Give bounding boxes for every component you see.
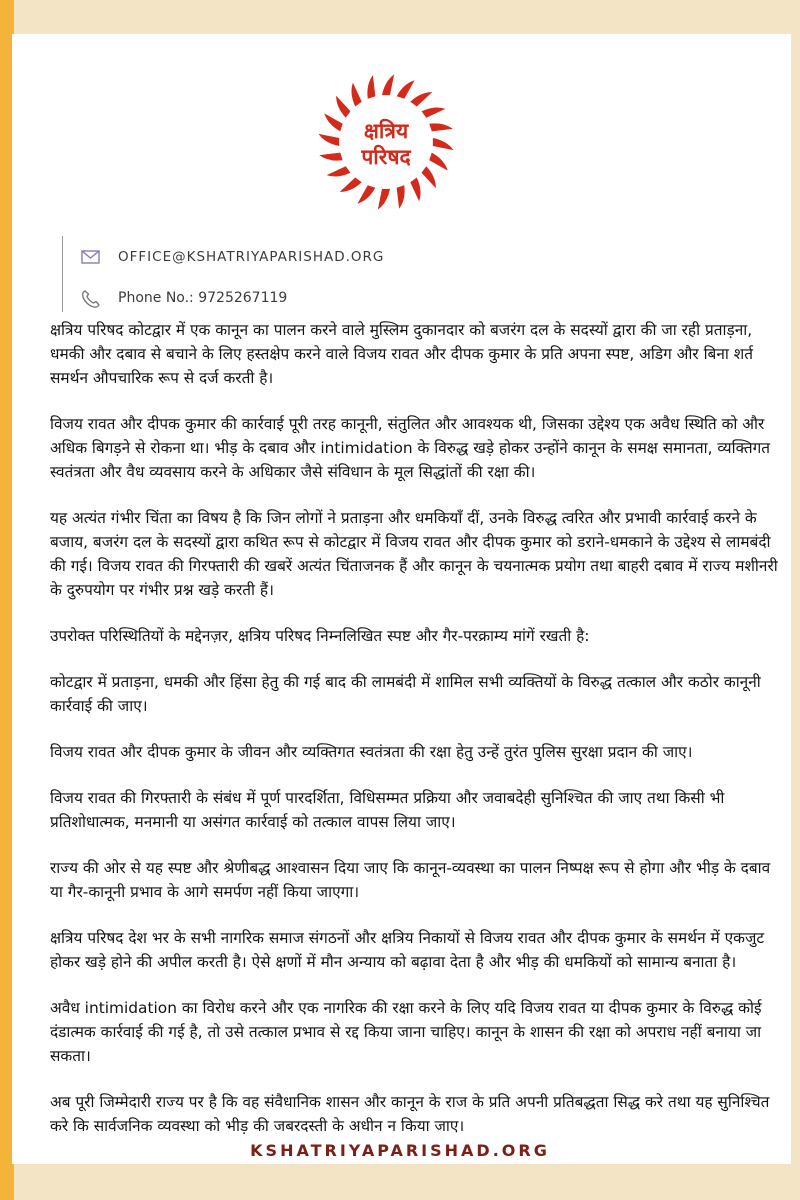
logo-text-line1: क्षत्रिय: [363, 119, 409, 143]
phone-label: Phone No.:: [118, 290, 194, 306]
paragraph: क्षत्रिय परिषद देश भर के सभी नागरिक समाज संगठनों और क्षत्रिय निकायों से विजय रावत और दीपक कुमार के समर्थन में एकजुट होकर खड़े होने की अपील करती है। ऐसे क्षणों में मौन अन्याय को बढ़ावा देता है और भीड़ की धमकियों को सामान्य बनाता है।: [50, 929, 765, 971]
sun-ray: [433, 138, 454, 150]
paragraph: अब पूरी जिम्मेदारी राज्य पर है कि वह संवैधानिक शासन और कानून के राज के प्रति अपनी प्रतिबद्धता सिद्ध करे तथा यह सुनिश्चित करे कि सार्वजनिक व्यवस्था को भीड़ की जबरदस्ती के अधीन न किया जाए।: [50, 1093, 770, 1135]
phone-number[interactable]: 9725267119: [198, 290, 288, 306]
demand-paragraph: विजय रावत और दीपक कुमार के जीवन और व्यक्तिगत स्वतंत्रता की रक्षा हेतु उन्हें तुरंत पुलिस सुरक्षा प्रदान की जाए।: [50, 743, 693, 761]
sun-ray: [382, 74, 394, 95]
sun-ray: [429, 123, 452, 131]
sun-ray: [367, 75, 375, 98]
sun-ray: [357, 185, 375, 203]
email-address[interactable]: OFFICE@KSHATRIYAPARISHAD.ORG: [118, 249, 385, 265]
demand-paragraph: कोटद्वार में प्रताड़ना, धमकी और हिंसा हेतु की गई बाद की लामबंदी में शामिल सभी व्यक्तियों के विरुद्ध तत्काल और कठोर कानूनी कार्रवाई की जाए।: [50, 673, 761, 715]
sun-ray: [422, 166, 436, 188]
email-row[interactable]: [80, 248, 384, 266]
letter-body: [50, 318, 785, 1160]
sun-ray: [318, 134, 339, 146]
sun-ray: [324, 113, 342, 131]
kshatriya-parishad-logo: [316, 72, 456, 212]
sun-ray: [336, 96, 350, 118]
sun-ray: [319, 153, 342, 161]
footer-website-link[interactable]: KSHATRIYAPARISHAD.ORG: [250, 1141, 550, 1160]
sun-ray: [397, 80, 415, 98]
paragraph: विजय रावत और दीपक कुमार की कार्रवाई पूरी तरह कानूनी, संतुलित और आवश्यक थी, जिसका उद्देश्य एक अवैध स्थिति को और अधिक बिगड़ने से रोकना था। भीड़ के दबाव और intimidation के विरुद्ध खड़े होकर उन्होंने कानून के समक्ष समानता, व्यक्तिगत स्वतंत्रता और वैध व्यवसाय करने के अधिकार जैसे संविधान के मूल सिद्धांतों की रक्षा की।: [50, 415, 771, 481]
sun-ray: [378, 189, 390, 210]
demand-paragraph: राज्य की ओर से यह स्पष्ट और श्रेणीबद्ध आश्वासन दिया जाए कि कानून-व्यवस्था का पालन निष्पक्ष रूप से होगा और भीड़ के दबाव या गैर-कानूनी प्रभाव के आगे समर्पण नहीं किया जाएगा।: [50, 859, 771, 901]
demand-paragraph: विजय रावत की गिरफ्तारी के संबंध में पूर्ण पारदर्शिता, विधिसम्मत प्रक्रिया और जवाबदेही सुनिश्चित की जाए तथा किसी भी प्रतिशोधात्मक, मनमानी या असंगत कार्रवाई को तत्काल वापस लिया जाए।: [50, 789, 725, 831]
logo-text-line2: परिषद: [361, 145, 411, 169]
sun-ray: [410, 178, 420, 202]
paragraph: क्षत्रिय परिषद कोटद्वार में एक कानून का पालन करने वाले मुस्लिम दुकानदार को बजरंग दल के सदस्यों द्वारा की जा रही प्रताड़ना, धमकी और दबाव से बचाने के लिए हस्तक्षेप करने वाले विजय रावत और दीपक कुमार के प्रति अपना स्पष्ट, अडिग और बिना शर्त समर्थन औपचारिक रूप से दर्ज करती है।: [50, 321, 753, 387]
contact-divider: [62, 236, 63, 312]
mail-icon: [80, 248, 102, 266]
paragraph: अवैध intimidation का विरोध करने और एक नागरिक की रक्षा करने के लिए यदि विजय रावत या दीपक कुमार के विरुद्ध कोई दंडात्मक कार्रवाई की गई है, तो उसे तत्काल प्रभाव से रद्द किया जाना चाहिए। कानून के शासन की रक्षा को अपराध नहीं बनाया जा सकता।: [50, 999, 762, 1065]
phone-row[interactable]: [80, 289, 287, 307]
sun-ray: [327, 166, 351, 176]
paragraph: यह अत्यंत गंभीर चिंता का विषय है कि जिन लोगों ने प्रताड़ना और धमकियाँ दीं, उनके विरुद्ध त्वरित और प्रभावी कार्रवाई करने के बजाय, बजरंग दल के सदस्यों द्वारा कथित रूप से कोटद्वार में विजय रावत और दीपक कुमार को डराने-धमकाने के उद्देश्य से लामबंदी की गई। विजय रावत की गिरफ्तारी की खबरें अत्यंत चिंताजनक हैं और कानून के चयनात्मक प्रयोग तथा बाहरी दबाव में राज्य मशीनरी के दुरुपयोग पर गंभीर प्रश्न खड़े करती हैं।: [50, 509, 778, 599]
paragraph: उपरोक्त परिस्थितियों के मद्देनज़र, क्षत्रिय परिषद निम्नलिखित स्पष्ट और गैर-परक्राम्य मांगें रखती है:: [50, 627, 590, 645]
sun-ray: [397, 185, 405, 208]
sun-ray: [340, 178, 362, 192]
sun-ray: [410, 92, 432, 106]
phone-icon: [80, 289, 102, 307]
sun-ray: [429, 153, 447, 171]
sun-ray: [351, 83, 361, 107]
sun-ray: [422, 107, 446, 117]
